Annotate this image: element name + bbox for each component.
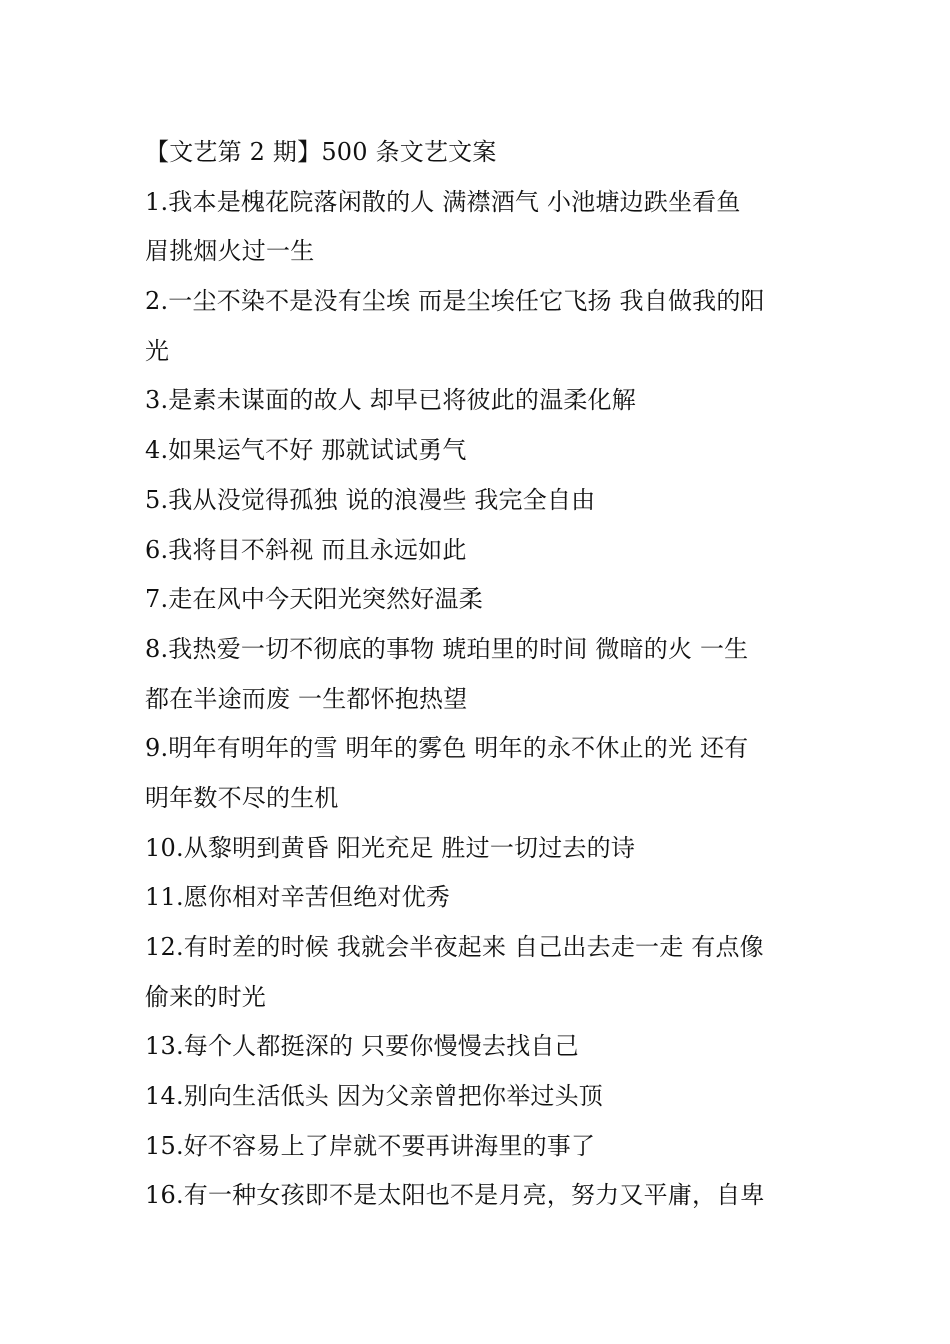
text-line: 7.走在风中今天阳光突然好温柔 — [145, 585, 483, 614]
text-line: 14.别向生活低头 因为父亲曾把你举过头顶 — [145, 1082, 603, 1111]
document-body — [145, 128, 810, 1221]
text-line: 5.我从没觉得孤独 说的浪漫些 我完全自由 — [145, 485, 596, 514]
text-line: 15.好不容易上了岸就不要再讲海里的事了 — [145, 1131, 596, 1160]
text-line: 8.我热爱一切不彻底的事物 琥珀里的时间 微暗的火 一生 — [145, 634, 749, 663]
text-line: 偷来的时光 — [145, 982, 266, 1011]
document-title: 【文艺第 2 期】500 条文艺文案 — [145, 138, 497, 166]
text-line: 16.有一种女孩即不是太阳也不是月亮，努力又平庸，自卑 — [145, 1181, 765, 1210]
text-line: 9.明年有明年的雪 明年的雾色 明年的永不休止的光 还有 — [145, 734, 749, 763]
text-line: 3.是素未谋面的故人 却早已将彼此的温柔化解 — [145, 386, 636, 415]
text-line: 13.每个人都挺深的 只要你慢慢去找自己 — [145, 1032, 579, 1061]
text-line: 4.如果运气不好 那就试试勇气 — [145, 436, 467, 465]
text-line: 明年数不尽的生机 — [145, 783, 339, 812]
text-line: 6.我将目不斜视 而且永远如此 — [145, 535, 467, 564]
text-line: 1.我本是槐花院落闲散的人 满襟酒气 小池塘边跌坐看鱼 — [145, 187, 741, 216]
text-line: 都在半途而废 一生都怀抱热望 — [145, 684, 468, 713]
text-line: 11.愿你相对辛苦但绝对优秀 — [145, 883, 450, 912]
text-line: 2.一尘不染不是没有尘埃 而是尘埃任它飞扬 我自做我的阳 — [145, 287, 765, 316]
text-line: 眉挑烟火过一生 — [145, 237, 315, 266]
text-line: 12.有时差的时候 我就会半夜起来 自己出去走一走 有点像 — [145, 933, 764, 961]
text-line: 光 — [145, 336, 170, 365]
text-line: 10.从黎明到黄昏 阳光充足 胜过一切过去的诗 — [145, 833, 636, 862]
